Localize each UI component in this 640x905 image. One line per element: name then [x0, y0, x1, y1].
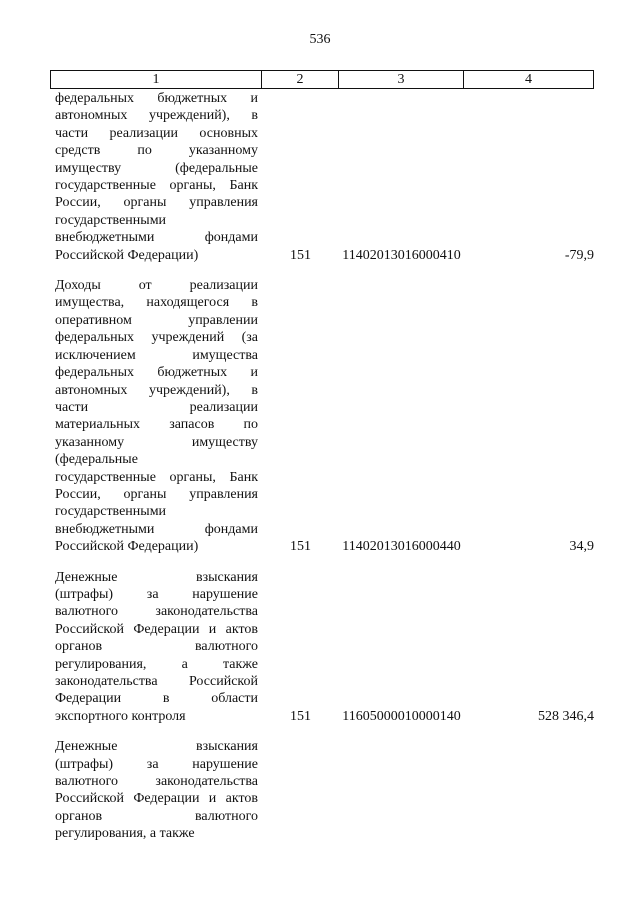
- table-row: [50, 90, 594, 264]
- description-line: государственными: [55, 504, 167, 520]
- row-amount: 34,9: [569, 539, 594, 555]
- description-line: Денежные взыскания: [55, 739, 258, 755]
- row-kbk: 11402013016000410: [342, 247, 461, 263]
- description-line: имуществу (федеральные: [55, 160, 258, 176]
- header-col-2: 2: [262, 70, 339, 89]
- header-col-1: 1: [50, 70, 262, 89]
- description-line: Российской Федерации и актов: [55, 791, 258, 807]
- description-line: Российской Федерации): [55, 247, 199, 263]
- description-line: экспортного контроля: [55, 708, 186, 724]
- description-line: указанному имуществу: [55, 434, 258, 450]
- description-line: органов валютного: [55, 808, 258, 824]
- row-code: 151: [290, 247, 311, 263]
- description-line: государственными: [55, 212, 167, 228]
- header-col-4: 4: [464, 70, 594, 89]
- table-row: [50, 569, 594, 726]
- description-line: федеральных бюджетных и: [55, 365, 258, 381]
- description-line: регулирования, а также: [55, 826, 195, 842]
- table-body: [50, 90, 594, 856]
- description-line: органов валютного: [55, 639, 258, 655]
- table-header: [50, 70, 594, 89]
- row-code: 151: [290, 708, 311, 724]
- row-description: [50, 277, 262, 556]
- description-line: регулирования, а также: [55, 656, 258, 672]
- description-line: Доходы от реализации: [55, 278, 258, 294]
- description-line: России, органы управления: [55, 486, 258, 502]
- description-line: части реализации основных: [55, 125, 258, 141]
- description-line: государственные органы, Банк: [55, 178, 258, 194]
- description-line: Российской Федерации): [55, 539, 199, 555]
- description-line: (штрафы) за нарушение: [55, 756, 258, 772]
- description-line: Федерации в области: [55, 691, 258, 707]
- description-line: материальных запасов по: [55, 417, 258, 433]
- description-line: государственные органы, Банк: [55, 469, 258, 485]
- description-line: валютного законодательства: [55, 774, 258, 790]
- description-line: (штрафы) за нарушение: [55, 586, 258, 602]
- row-kbk: 11605000010000140: [342, 708, 461, 724]
- description-line: внебюджетными фондами: [55, 521, 258, 537]
- description-line: федеральных учреждений (за: [55, 330, 258, 346]
- description-line: средств по указанному: [55, 143, 258, 159]
- description-line: валютного законодательства: [55, 604, 258, 620]
- row-code: 151: [290, 539, 311, 555]
- page-number: 536: [309, 32, 331, 47]
- description-line: оперативном управлении: [55, 312, 258, 328]
- description-line: федеральных бюджетных и: [55, 91, 258, 106]
- row-description: [50, 90, 262, 264]
- description-line: автономных учреждений), в: [55, 108, 258, 124]
- row-kbk: 11402013016000440: [342, 539, 461, 555]
- description-line: России, органы управления: [55, 195, 258, 211]
- row-amount: 528 346,4: [538, 708, 594, 724]
- description-line: внебюджетными фондами: [55, 230, 258, 246]
- table-row: [50, 738, 594, 842]
- header-col-3: 3: [339, 70, 464, 89]
- description-line: законодательства Российской: [55, 674, 258, 689]
- table-row: [50, 277, 594, 556]
- description-line: Российской Федерации и актов: [55, 621, 258, 637]
- description-line: автономных учреждений), в: [55, 382, 258, 398]
- description-line: части реализации: [55, 399, 258, 415]
- description-line: исключением имущества: [55, 347, 258, 363]
- row-amount: -79,9: [564, 247, 594, 263]
- description-line: Денежные взыскания: [55, 569, 258, 585]
- description-line: (федеральные: [55, 452, 138, 468]
- row-description: [50, 738, 262, 842]
- description-line: имущества, находящегося в: [55, 295, 258, 311]
- row-description: [50, 569, 262, 726]
